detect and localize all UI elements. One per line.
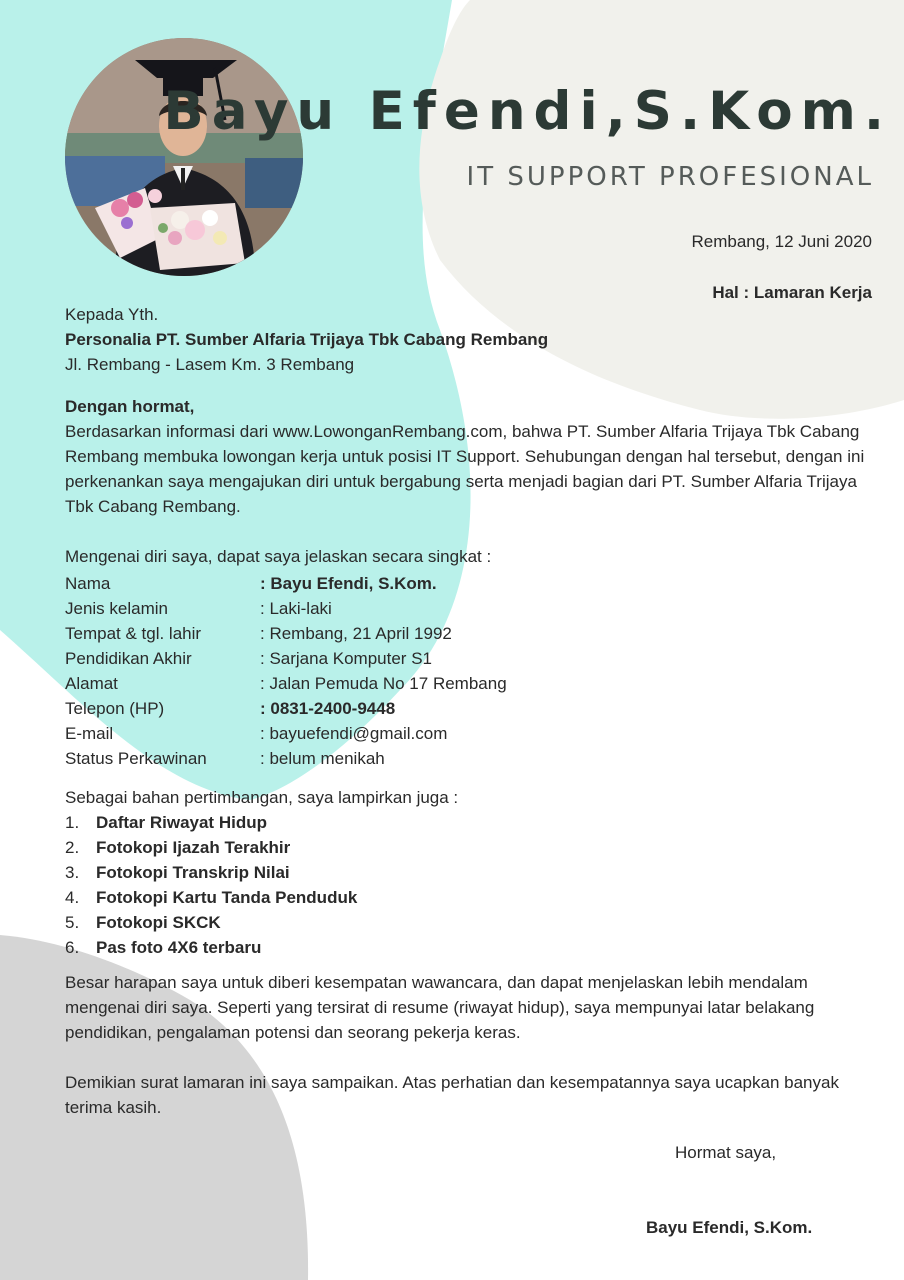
list-item-text: Fotokopi Ijazah Terakhir bbox=[96, 838, 291, 857]
letter-date: Rembang, 12 Juni 2020 bbox=[691, 232, 872, 251]
detail-label: Jenis kelamin bbox=[65, 599, 168, 618]
salutation: Dengan hormat, bbox=[65, 397, 195, 416]
list-item-text: Fotokopi Transkrip Nilai bbox=[96, 863, 290, 882]
personal-details-table bbox=[65, 571, 507, 771]
list-item bbox=[65, 835, 357, 860]
detail-row bbox=[65, 746, 507, 771]
list-number: 6. bbox=[65, 938, 80, 957]
detail-row bbox=[65, 671, 507, 696]
letter-subject: Hal : Lamaran Kerja bbox=[712, 283, 872, 302]
recipient-name: Personalia PT. Sumber Alfaria Trijaya Tbk Cabang Rembang bbox=[65, 330, 549, 349]
detail-value: : Laki-laki bbox=[260, 599, 332, 618]
opening-paragraph: Berdasarkan informasi dari www.LowonganRembang.com, bahwa PT. Sumber Alfaria Trijaya Tbk Cabang Rembang membuka lowongan kerja untuk posisi IT Support. Sehubungan dengan hal tersebut, dengan ini perkenankan saya mengajukan diri untuk bergabung serta menjadi bagian dari PT. Sumber Alfaria Trijaya Tbk Cabang Rembang. bbox=[65, 422, 865, 516]
detail-label: Telepon (HP) bbox=[65, 699, 165, 718]
closing-salutation: Hormat saya, bbox=[675, 1143, 777, 1162]
signature-name: Bayu Efendi, S.Kom. bbox=[646, 1218, 813, 1237]
recipient-address: Jl. Rembang - Lasem Km. 3 Rembang bbox=[65, 355, 355, 374]
profession-subtitle: IT SUPPORT PROFESIONAL bbox=[466, 162, 874, 192]
detail-value: : Rembang, 21 April 1992 bbox=[260, 624, 452, 643]
opening-section bbox=[65, 394, 880, 519]
detail-row bbox=[65, 646, 507, 671]
list-item bbox=[65, 860, 357, 885]
detail-row bbox=[65, 571, 507, 596]
detail-value: : 0831-2400-9448 bbox=[260, 699, 396, 718]
detail-row bbox=[65, 621, 507, 646]
detail-label: Status Perkawinan bbox=[65, 749, 207, 768]
profile-photo bbox=[65, 38, 303, 276]
list-item bbox=[65, 885, 357, 910]
detail-value: : Jalan Pemuda No 17 Rembang bbox=[260, 674, 507, 693]
attachments-list bbox=[65, 810, 357, 960]
list-item bbox=[65, 810, 357, 835]
applicant-name-heading: Bayu Efendi,S.Kom. bbox=[163, 81, 892, 142]
list-item-text: Fotokopi SKCK bbox=[96, 913, 221, 932]
detail-label: E-mail bbox=[65, 724, 114, 743]
detail-value: : belum menikah bbox=[260, 749, 385, 768]
detail-value: : Sarjana Komputer S1 bbox=[260, 649, 432, 668]
detail-row bbox=[65, 721, 507, 746]
graduate-photo-illustration bbox=[65, 38, 303, 276]
recipient-block bbox=[65, 302, 548, 377]
list-number: 4. bbox=[65, 888, 80, 907]
detail-row bbox=[65, 596, 507, 621]
detail-label: Tempat & tgl. lahir bbox=[65, 624, 202, 643]
list-item-text: Daftar Riwayat Hidup bbox=[96, 813, 267, 832]
detail-label: Nama bbox=[65, 574, 111, 593]
detail-label: Alamat bbox=[65, 674, 118, 693]
list-number: 2. bbox=[65, 838, 80, 857]
list-number: 5. bbox=[65, 913, 80, 932]
detail-value: : Bayu Efendi, S.Kom. bbox=[260, 574, 437, 593]
list-number: 1. bbox=[65, 813, 80, 832]
list-item bbox=[65, 910, 357, 935]
list-item-text: Fotokopi Kartu Tanda Penduduk bbox=[96, 888, 358, 907]
detail-value: : bayuefendi@gmail.com bbox=[260, 724, 448, 743]
details-intro: Mengenai diri saya, dapat saya jelaskan secara singkat : bbox=[65, 547, 492, 566]
list-item-text: Pas foto 4X6 terbaru bbox=[96, 938, 262, 957]
list-item bbox=[65, 935, 357, 960]
detail-label: Pendidikan Akhir bbox=[65, 649, 192, 668]
detail-row bbox=[65, 696, 507, 721]
closing-paragraph: Demikian surat lamaran ini saya sampaikan. Atas perhatian dan kesempatannya saya ucapkan banyak terima kasih. bbox=[65, 1073, 839, 1117]
attachments-intro: Sebagai bahan pertimbangan, saya lampirkan juga : bbox=[65, 788, 459, 807]
list-number: 3. bbox=[65, 863, 80, 882]
hope-paragraph: Besar harapan saya untuk diberi kesempatan wawancara, dan dapat menjelaskan lebih mendalam mengenai diri saya. Seperti yang tersirat di resume (riwayat hidup), saya mempunyai latar belakang pendidikan, pengalaman potensi dan seorang pekerja keras. bbox=[65, 973, 815, 1042]
recipient-greeting: Kepada Yth. bbox=[65, 305, 159, 324]
